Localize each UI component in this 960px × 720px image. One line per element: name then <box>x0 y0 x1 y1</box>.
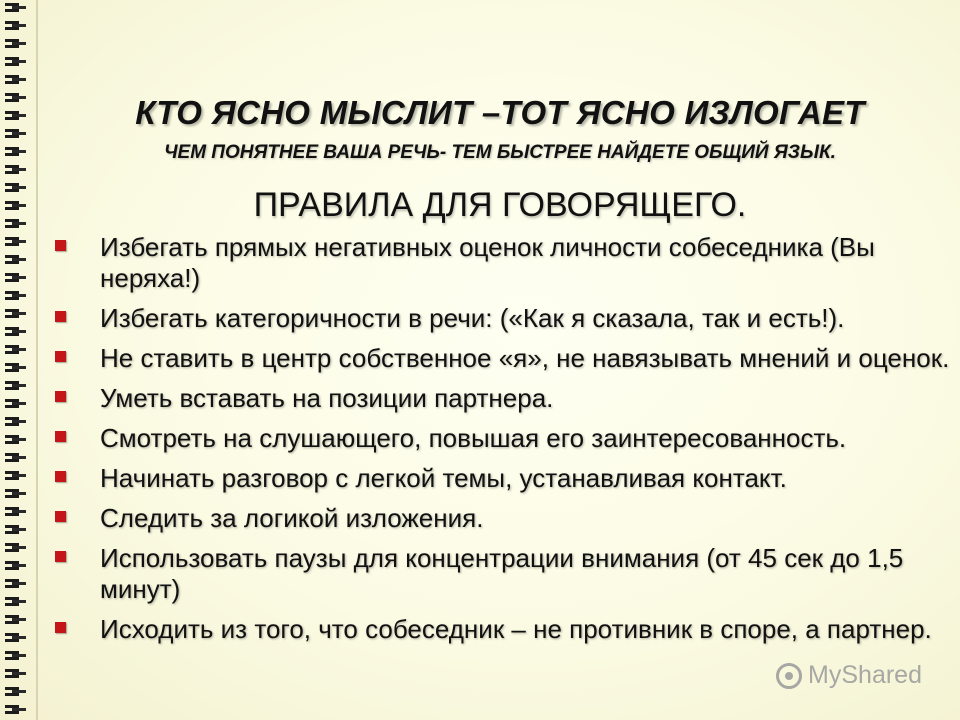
bullet-square-icon <box>55 431 66 442</box>
rule-text: Избегать прямых негативных оценок личности собеседника (Вы неряха!) <box>100 232 875 293</box>
list-item <box>52 423 952 454</box>
bullet-square-icon <box>55 311 66 322</box>
list-item <box>52 463 952 494</box>
list-item <box>52 614 952 645</box>
watermark-text: MyShared <box>808 661 922 689</box>
watermark <box>776 661 922 690</box>
slide-subtitle: ЧЕМ ПОНЯТНЕЕ ВАША РЕЧЬ- ТЕМ БЫСТРЕЕ НАЙДЕТЕ ОБЩИЙ ЯЗЫК. <box>164 142 836 163</box>
list-item <box>52 543 952 605</box>
bullet-square-icon <box>55 551 66 562</box>
section-heading: ПРАВИЛА ДЛЯ ГОВОРЯЩЕГО. <box>253 186 747 224</box>
rule-text: Уметь вставать на позиции партнера. <box>100 383 554 413</box>
rule-text: Смотреть на слушающего, повышая его заинтересованность. <box>100 423 847 453</box>
bullet-square-icon <box>55 351 66 362</box>
page-edge <box>36 0 38 720</box>
rule-text: Следить за логикой изложения. <box>100 503 484 533</box>
bullet-square-icon <box>55 622 66 633</box>
rule-text: Исходить из того, что собеседник – не противник в споре, а партнер. <box>100 614 932 644</box>
rule-text: Использовать паузы для концентрации внимания (от 45 сек до 1,5 минут) <box>100 543 904 604</box>
list-item <box>52 503 952 534</box>
list-item <box>52 383 952 414</box>
rule-text: Начинать разговор с легкой темы, устанавливая контакт. <box>100 463 787 493</box>
rule-text: Не ставить в центр собственное «я», не навязывать мнений и оценок. <box>100 343 950 373</box>
list-item <box>52 303 952 334</box>
bullet-square-icon <box>55 391 66 402</box>
bullet-square-icon <box>55 511 66 522</box>
list-item <box>52 343 952 374</box>
bullet-square-icon <box>55 240 66 251</box>
spiral-binding <box>0 0 34 720</box>
myshared-logo-icon <box>776 663 802 689</box>
list-item <box>52 232 952 294</box>
bullet-square-icon <box>55 471 66 482</box>
rule-text: Избегать категоричности в речи: («Как я сказала, так и есть!). <box>100 303 845 333</box>
rules-list <box>52 232 952 654</box>
slide-title: КТО ЯСНО МЫСЛИТ –ТОТ ЯСНО ИЗЛОГАЕТ <box>135 94 865 131</box>
